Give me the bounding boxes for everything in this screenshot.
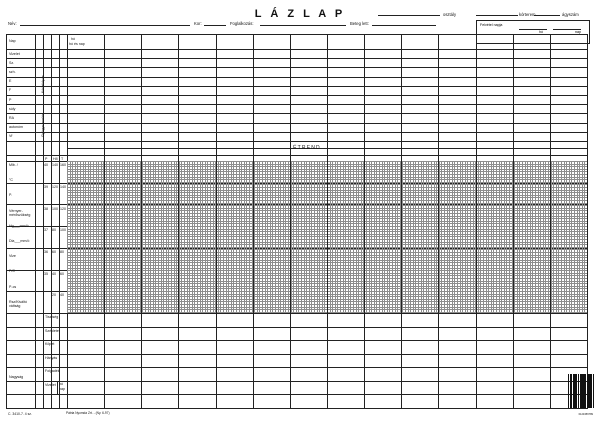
barcode bbox=[568, 374, 590, 408]
hline-bottom-2 bbox=[7, 340, 587, 341]
scale-header-t: T bbox=[61, 156, 64, 161]
vline-day-b-7 bbox=[327, 313, 328, 408]
hline-top-2 bbox=[7, 67, 587, 68]
row-label-bottom-4: Folyadék bbox=[45, 369, 60, 374]
row-label-top-6: súly bbox=[9, 106, 16, 111]
row-label-chart-3-1: mérőszükség bbox=[9, 212, 31, 217]
row-label-chart-7-0: P/C bbox=[9, 269, 15, 274]
scale-header-ho: Hő bbox=[53, 156, 58, 161]
row-label-bottom-0: Tisztség bbox=[45, 315, 59, 320]
scale-val-p-1: 39 bbox=[44, 184, 48, 189]
hline-top-1 bbox=[7, 58, 587, 59]
vline-label-0 bbox=[35, 35, 36, 408]
vline-day-b-12 bbox=[513, 313, 514, 408]
scale-val-ho-1: 120 bbox=[52, 184, 58, 189]
vline-day-12 bbox=[513, 35, 514, 313]
field-rule-beteg-lett[interactable] bbox=[372, 25, 436, 26]
vline-day-b-6 bbox=[290, 313, 291, 408]
barcode-number: 0123456789 bbox=[578, 413, 593, 416]
scale-header-p: P bbox=[45, 156, 48, 161]
row-label-chart-4-0: Hg___mm/ó bbox=[9, 223, 29, 228]
scale-val-t-0: 160 bbox=[60, 163, 66, 168]
field-rule-nev[interactable] bbox=[20, 25, 190, 26]
hline-bottom-0 bbox=[7, 313, 587, 314]
footer-right-code: Pátria Nyomda Zrt. - (Ny. 6-97) bbox=[66, 411, 110, 415]
vline-day-b-1 bbox=[104, 313, 105, 408]
hline-top-3 bbox=[7, 77, 587, 78]
group-label-nagysag: Nagyság bbox=[9, 374, 24, 379]
vline-day-10 bbox=[438, 35, 439, 313]
hline-top-8 bbox=[7, 123, 587, 124]
vline-day-b-13 bbox=[550, 313, 551, 408]
page-title: L Á Z L A P bbox=[254, 8, 346, 20]
row-label-chart-6-0: Vize bbox=[9, 254, 16, 259]
footer-left-code: C. 3410-7. 4 sz. bbox=[8, 412, 32, 416]
field-rule-foglalkozas[interactable] bbox=[260, 25, 346, 26]
row-label-chart-9-1: váltság bbox=[9, 304, 21, 308]
vline-day-1 bbox=[104, 35, 105, 313]
scale-val-ho-6: 20 bbox=[52, 293, 56, 298]
vline-label-3 bbox=[59, 35, 60, 408]
vline-day-3 bbox=[178, 35, 179, 313]
hline-bottom-4 bbox=[7, 367, 587, 368]
hline-bottom-5 bbox=[7, 381, 587, 382]
header-label-nap: Nap bbox=[9, 39, 16, 43]
vline-day-7 bbox=[327, 35, 328, 313]
row-label-top-4: F bbox=[9, 88, 12, 93]
field-label-beteg-lett: Beteg lett: bbox=[350, 21, 369, 26]
row-label-bottom-5: Vizelet bbox=[45, 382, 56, 387]
scale-val-p-4: 36 bbox=[44, 250, 48, 255]
field-rule-kor[interactable] bbox=[204, 25, 226, 26]
field-label-nev: Név: bbox=[8, 21, 17, 26]
scale-val-p-0: 40 bbox=[44, 163, 48, 168]
scale-val-t-2: 120 bbox=[60, 206, 66, 211]
vline-day-b-3 bbox=[178, 313, 179, 408]
row-label-bottom-2: Köpet bbox=[45, 342, 55, 347]
scale-val-ho-2: 100 bbox=[52, 206, 58, 211]
vline-day-9 bbox=[401, 35, 402, 313]
admission-day-unit: nap bbox=[575, 30, 581, 34]
header-label-ho-nap: hó és nap bbox=[69, 42, 85, 46]
vline-day-b-2 bbox=[141, 313, 142, 408]
row-label-chart-1-0: °C bbox=[9, 178, 14, 183]
vline-day-2 bbox=[141, 35, 142, 313]
barcode-bar bbox=[593, 374, 595, 408]
row-label-top-0: Vizelet bbox=[9, 51, 20, 56]
row-label-top-1: Sz. bbox=[9, 60, 15, 65]
scale-val-ho-3: 80 bbox=[52, 228, 56, 233]
hline-top-7 bbox=[7, 113, 587, 114]
vline-day-b-5 bbox=[253, 313, 254, 408]
unit-nap: nap bbox=[59, 386, 65, 391]
row-label-top-3: E bbox=[9, 79, 12, 84]
hline-scale-1 bbox=[7, 183, 587, 184]
vline-day-5 bbox=[253, 35, 254, 313]
vline-day-b-9 bbox=[401, 313, 402, 408]
vline-day-4 bbox=[216, 35, 217, 313]
vline-day-b-11 bbox=[476, 313, 477, 408]
scale-val-t-4: 80 bbox=[60, 250, 64, 255]
scale-val-p-5: 35 bbox=[44, 271, 48, 276]
vline-day-b-8 bbox=[364, 313, 365, 408]
scale-val-ho-4: 60 bbox=[52, 250, 56, 255]
field-rule-osztaly[interactable] bbox=[378, 15, 440, 16]
row-label-top-5: P bbox=[9, 97, 12, 102]
header-label-ho: hó bbox=[71, 36, 75, 41]
unit-ho: hó bbox=[59, 381, 63, 386]
field-label-korterem: kórterem bbox=[519, 12, 536, 17]
hline-top-6 bbox=[7, 104, 587, 105]
field-label-osztaly: osztály bbox=[443, 12, 457, 17]
row-label-chart-0-0: Mlb. / bbox=[9, 163, 18, 167]
hline-bottom-3 bbox=[7, 354, 587, 355]
hline-top-4 bbox=[7, 86, 587, 87]
row-label-chart-8-0: P-cs bbox=[9, 284, 17, 289]
scale-val-t-1: 140 bbox=[60, 184, 66, 189]
row-label-top-7: RA bbox=[9, 116, 14, 120]
scale-val-p-3: 37 bbox=[44, 228, 48, 233]
field-label-foglalkozas: Foglalkozás: bbox=[230, 21, 254, 26]
vline-day-8 bbox=[364, 35, 365, 313]
row-label-chart-9-0: Rsz/Kiváltó bbox=[9, 299, 27, 304]
vline-day-11 bbox=[476, 35, 477, 313]
hline-bottom-1 bbox=[7, 327, 587, 328]
vline-day-b-10 bbox=[438, 313, 439, 408]
row-label-top-8: autonóm bbox=[9, 125, 23, 130]
vline-day-6 bbox=[290, 35, 291, 313]
row-label-bottom-3: Hányás bbox=[45, 355, 58, 360]
form-sheet bbox=[6, 4, 594, 418]
etrend-label: ÉTREND bbox=[293, 145, 321, 151]
row-label-chart-5-0: Dia___mm/ó bbox=[9, 239, 30, 243]
hline-bottom-6 bbox=[7, 394, 587, 395]
chart-frame bbox=[6, 34, 588, 409]
hline-top-9 bbox=[7, 132, 587, 133]
scale-val-ho-5: 40 bbox=[52, 271, 56, 276]
row-label-chart-3-0: Vérnyer- bbox=[9, 208, 23, 213]
scale-val-t-3: 100 bbox=[60, 228, 66, 233]
vline-day-b-4 bbox=[216, 313, 217, 408]
admission-date-label: Felvétel napja bbox=[480, 23, 503, 27]
hline-top-5 bbox=[7, 95, 587, 96]
admission-month-unit: hó bbox=[539, 30, 543, 34]
group-label-gyogyszereles: Gyógyszerelés bbox=[41, 113, 45, 138]
field-rule-agyszam[interactable] bbox=[534, 15, 560, 16]
hline-top-10 bbox=[7, 141, 587, 142]
row-label-chart-2-0: P. bbox=[9, 193, 12, 198]
hline-etrend-bottom bbox=[7, 155, 587, 156]
hline-top-header bbox=[7, 49, 587, 50]
vline-units bbox=[57, 381, 58, 395]
field-label-kor: Kor: bbox=[194, 21, 202, 26]
field-rule-korterem[interactable] bbox=[476, 15, 518, 16]
scale-val-ho-0: 140 bbox=[52, 163, 58, 168]
vline-label-2 bbox=[51, 35, 52, 408]
row-label-top-9: Vf bbox=[9, 134, 13, 139]
group-label-korlefolyas: Kórlefolyás bbox=[41, 75, 45, 93]
row-label-bottom-1: Székletet bbox=[45, 328, 60, 333]
scale-val-p-2: 38 bbox=[44, 206, 48, 211]
scale-val-t-5: 60 bbox=[60, 271, 64, 276]
grid-host bbox=[7, 35, 587, 408]
scale-val-t-6: 40 bbox=[60, 293, 64, 298]
row-label-top-2: szh. bbox=[9, 70, 16, 74]
field-label-agyszam: ágyszám bbox=[562, 12, 579, 17]
vline-day-13 bbox=[550, 35, 551, 313]
